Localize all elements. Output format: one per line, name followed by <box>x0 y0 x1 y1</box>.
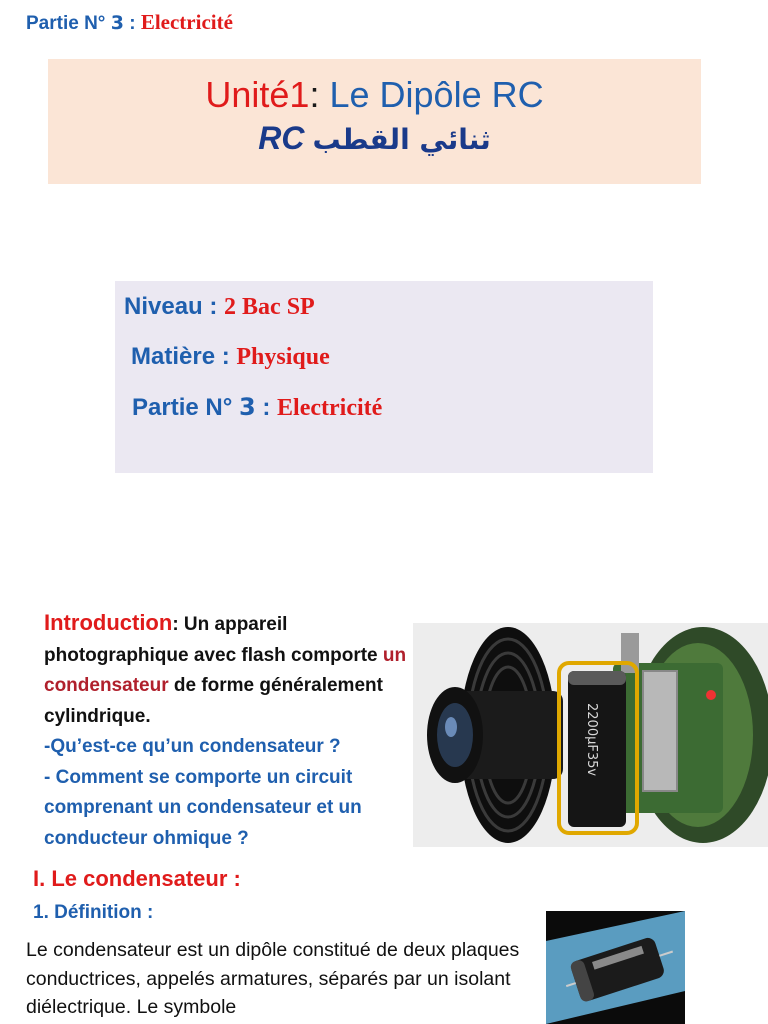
unit-title <box>48 73 701 117</box>
question-2: - Comment se comporte un circuit comprenant un condensateur et un conducteur ohmique ? <box>44 766 362 849</box>
section-title: I. Le condensateur : <box>33 866 241 891</box>
info-box <box>115 281 653 473</box>
matiere-row <box>131 343 330 371</box>
capacitor-photo <box>546 911 685 1024</box>
header-separator: : <box>129 13 136 34</box>
unit-colon: : <box>309 74 320 115</box>
niveau-label: Niveau : <box>124 293 218 320</box>
niveau-row <box>124 293 315 321</box>
capacitor-label: 2200µF35v <box>584 703 599 777</box>
partie-prefix: Partie N° <box>132 394 233 421</box>
introduction-paragraph <box>44 608 414 854</box>
arabic-title <box>48 117 701 161</box>
niveau-value: 2 Bac SP <box>224 294 315 320</box>
header-part-number: 3 <box>110 12 124 34</box>
arabic-title-rc: RC <box>258 120 305 156</box>
introduction-text-a: : Un appareil photographique avec flash comporte <box>44 614 378 666</box>
question-1: -Qu’est-ce qu’un condensateur ? <box>44 736 341 757</box>
introduction-highlight: un condensateur <box>44 644 407 696</box>
matiere-value: Physique <box>236 344 330 370</box>
camera-capacitor-photo <box>413 623 768 847</box>
title-box <box>48 59 701 184</box>
unit-name: Le Dipôle RC <box>329 74 544 115</box>
capacitor-illustration <box>546 911 685 1024</box>
partie-sep: : <box>262 394 271 421</box>
partie-value: Electricité <box>277 395 383 421</box>
header-part-name: Electricité <box>140 10 233 34</box>
arabic-title-text: ثنائي القطب <box>312 123 491 156</box>
page-header <box>26 10 233 35</box>
subsection-title: 1. Définition : <box>33 902 154 923</box>
header-part-prefix: Partie N° <box>26 13 106 34</box>
matiere-label: Matière : <box>131 343 230 370</box>
definition-paragraph: Le condensateur est un dipôle constitué de deux plaques conductrices, appelés armatures, séparés par un isolant diélectrique. Le symbole <box>26 939 520 1018</box>
partie-number: 3 <box>238 393 256 421</box>
introduction-label: Introduction <box>44 610 173 635</box>
unit-label: Unité1 <box>205 74 310 115</box>
partie-row <box>132 393 382 422</box>
camera-illustration <box>413 623 768 847</box>
introduction-text-b: de forme généralement cylindrique. <box>44 675 383 727</box>
